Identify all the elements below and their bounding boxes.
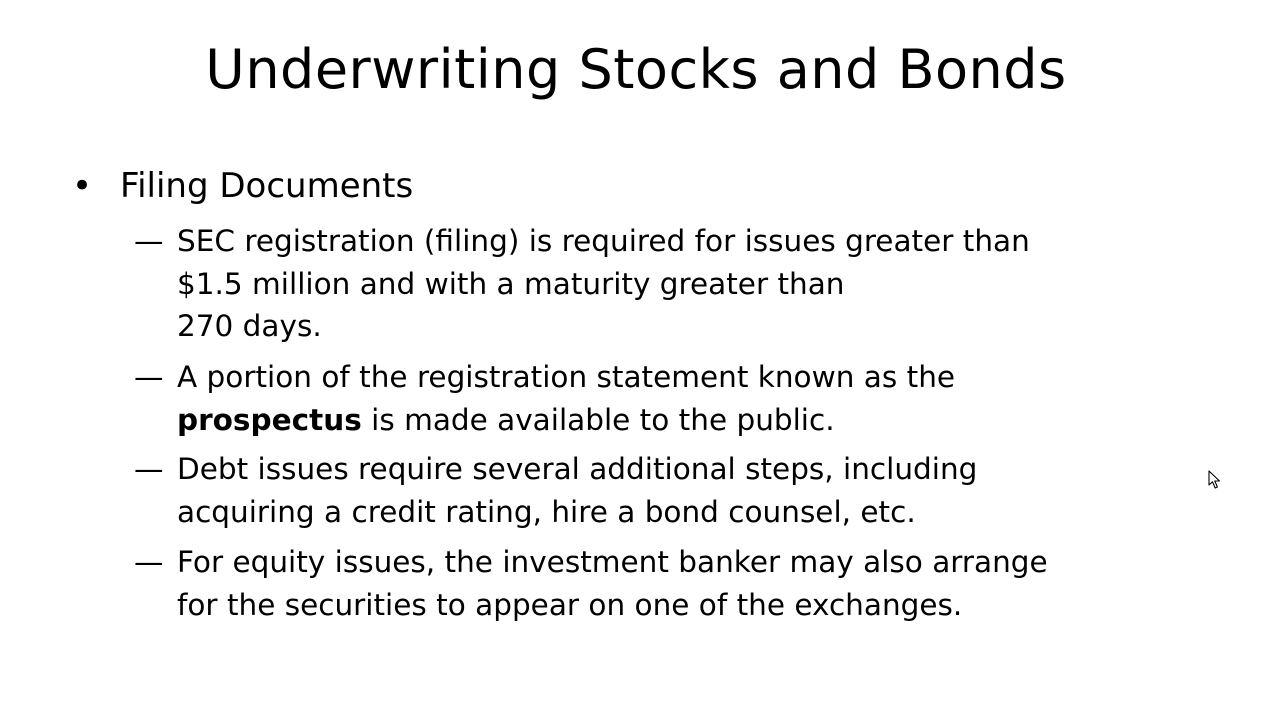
dash-icon: — xyxy=(134,360,164,394)
sub-bullet-line: $1.5 million and with a maturity greater than xyxy=(177,266,845,301)
slide-title: Underwriting Stocks and Bonds xyxy=(205,38,1067,101)
sub-bullet-line xyxy=(177,399,1207,442)
sub-bullet-line: SEC registration (filing) is required for issues greater than xyxy=(177,224,1030,258)
sub-bullet-line: A portion of the registration statement known as the xyxy=(177,360,956,394)
sub-bullet-line: 270 days. xyxy=(177,309,322,343)
sub-bullet-text xyxy=(177,220,1207,348)
dash-icon: — xyxy=(134,545,164,579)
sub-bullet-line: For equity issues, the investment banker may also arrange xyxy=(177,545,1048,579)
sub-bullet-line: acquiring a credit rating, hire a bond counsel, etc. xyxy=(177,494,916,529)
sub-bullet-line: Debt issues require several additional steps, including xyxy=(177,452,978,486)
bullet-dot-icon: • xyxy=(72,166,93,206)
sub-bullet-line: for the securities to appear on one of the exchanges. xyxy=(177,587,963,622)
sub-bullet-line-rest: is made available to the public. xyxy=(361,402,835,437)
mouse-cursor-icon xyxy=(1208,470,1224,492)
prospectus-term: prospectus xyxy=(177,402,362,437)
sub-bullet-text xyxy=(177,541,1207,626)
dash-icon: — xyxy=(134,224,164,258)
sub-bullet-text xyxy=(177,448,1207,533)
bullet-text: Filing Documents xyxy=(120,166,414,206)
sub-bullet-text xyxy=(177,356,1207,441)
dash-icon: — xyxy=(134,452,164,486)
